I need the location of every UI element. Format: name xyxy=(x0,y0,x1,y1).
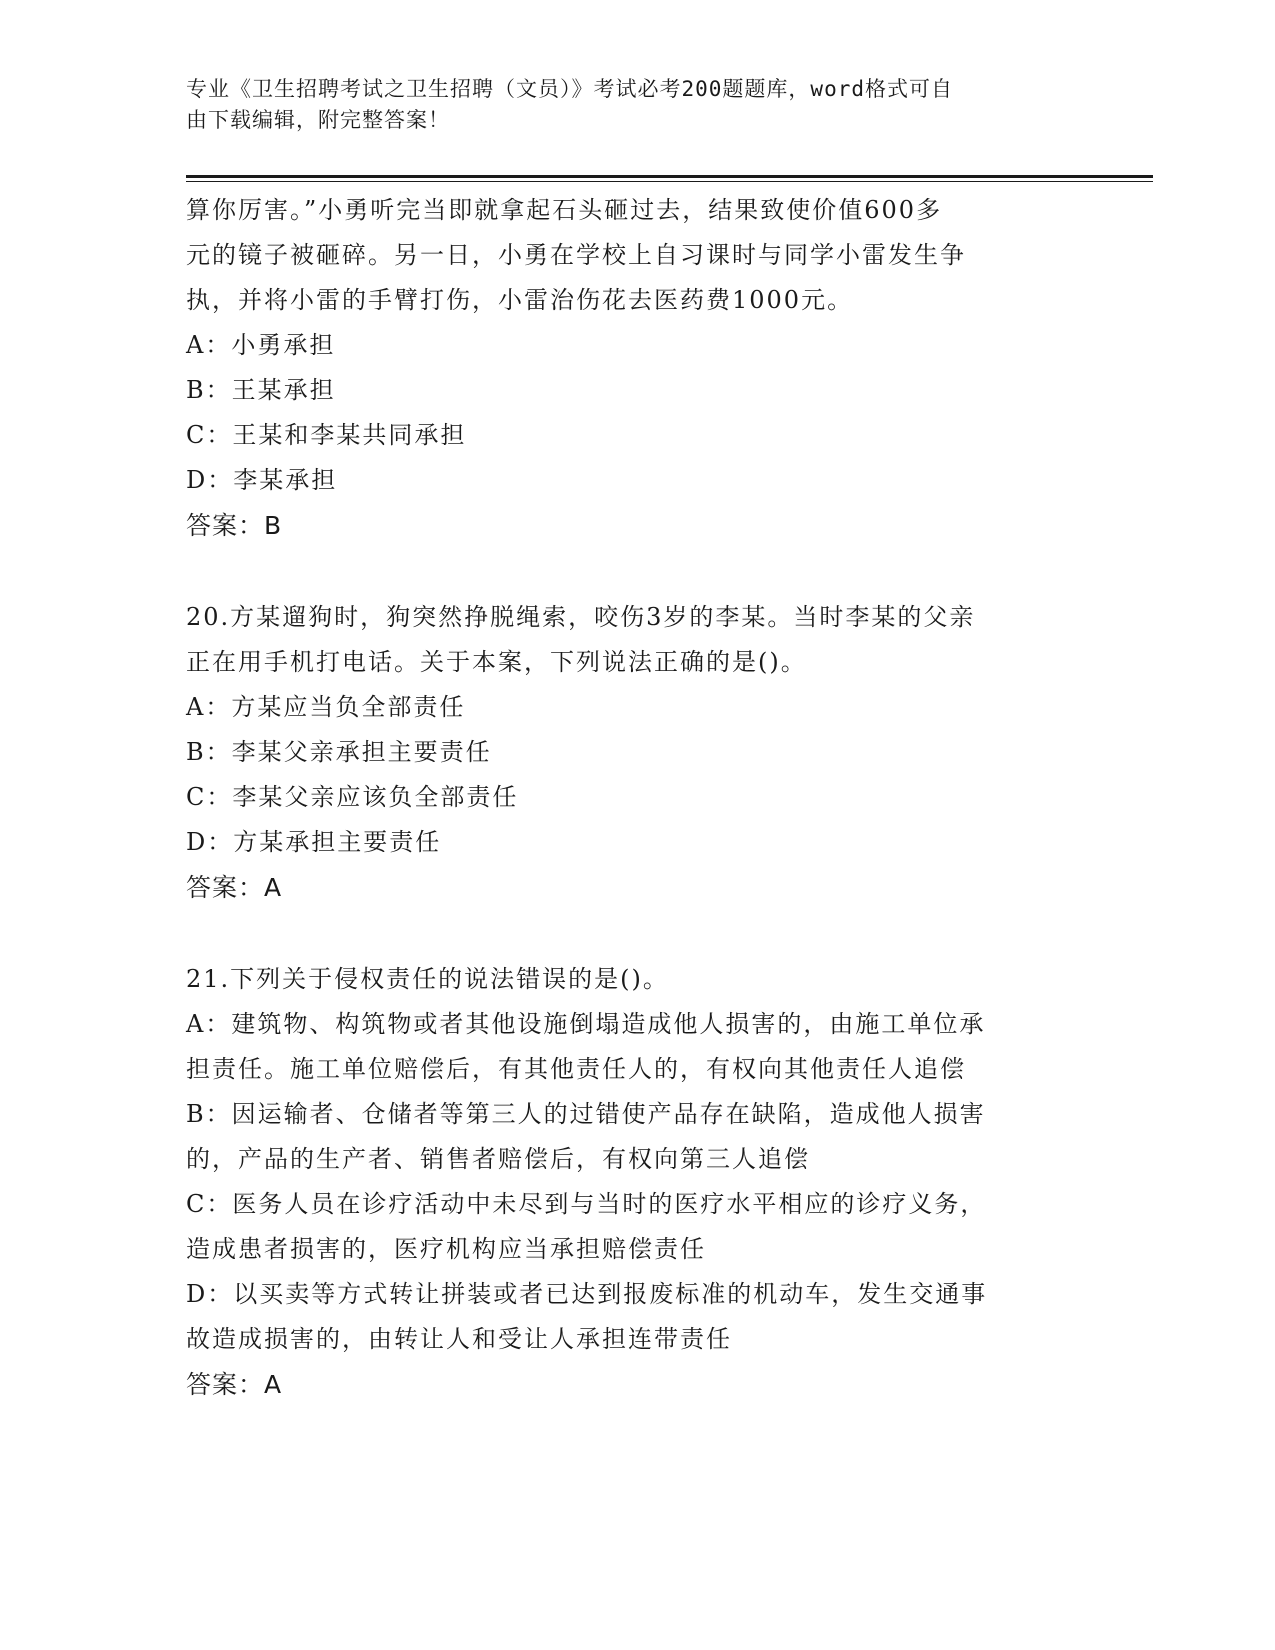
answer-line: 答案：B xyxy=(186,511,283,540)
option-d: D：以买卖等方式转让拼装或者已达到报废标准的机动车，发生交通事 xyxy=(186,1280,988,1308)
header-line: 专业《卫生招聘考试之卫生招聘（文员）》考试必考200题题库，word格式可自 xyxy=(186,77,953,101)
option-a: A：小勇承担 xyxy=(186,331,336,359)
option-c: C：王某和李某共同承担 xyxy=(186,421,467,449)
option-c-continued: 造成患者损害的，医疗机构应当承担赔偿责任 xyxy=(186,1235,706,1263)
option-d: D：李某承担 xyxy=(186,466,338,494)
header-line: 由下载编辑，附完整答案！ xyxy=(186,108,450,132)
answer-line: 答案：A xyxy=(186,1370,283,1399)
question-text-line: 算你厉害。”小勇听完当即就拿起石头砸过去，结果致使价值600多 xyxy=(186,196,943,224)
answer-line: 答案：A xyxy=(186,873,283,902)
page-header xyxy=(186,74,1066,136)
question-21 xyxy=(186,957,1086,1407)
option-b-continued: 的，产品的生产者、销售者赔偿后，有权向第三人追偿 xyxy=(186,1145,810,1173)
option-b: B：王某承担 xyxy=(186,376,336,404)
question-text-line: 执，并将小雷的手臂打伤，小雷治伤花去医药费1000元。 xyxy=(186,286,854,314)
option-b: B：李某父亲承担主要责任 xyxy=(186,738,492,766)
question-text-line: 正在用手机打电话。关于本案，下列说法正确的是()。 xyxy=(186,648,807,676)
option-c: C：医务人员在诊疗活动中未尽到与当时的医疗水平相应的诊疗义务， xyxy=(186,1190,987,1218)
question-text-line: 21.下列关于侵权责任的说法错误的是()。 xyxy=(186,965,669,993)
option-a-continued: 担责任。施工单位赔偿后，有其他责任人的，有权向其他责任人追偿 xyxy=(186,1055,966,1083)
question-20 xyxy=(186,595,1086,910)
question-19-continuation xyxy=(186,188,1086,548)
question-spacer xyxy=(186,910,1086,957)
question-spacer xyxy=(186,548,1086,595)
option-d-continued: 故造成损害的，由转让人和受让人承担连带责任 xyxy=(186,1325,732,1353)
option-a: A：方某应当负全部责任 xyxy=(186,693,466,721)
option-d: D：方某承担主要责任 xyxy=(186,828,442,856)
option-c: C：李某父亲应该负全部责任 xyxy=(186,783,519,811)
question-text-line: 20.方某遛狗时，狗突然挣脱绳索，咬伤3岁的李某。当时李某的父亲 xyxy=(186,603,976,631)
option-a: A：建筑物、构筑物或者其他设施倒塌造成他人损害的，由施工单位承 xyxy=(186,1010,986,1038)
question-content xyxy=(186,188,1086,1407)
header-rule-thin xyxy=(186,181,1153,182)
header-rule-thick xyxy=(186,175,1153,178)
option-b: B：因运输者、仓储者等第三人的过错使产品存在缺陷，造成他人损害 xyxy=(186,1100,986,1128)
question-text-line: 元的镜子被砸碎。另一日，小勇在学校上自习课时与同学小雷发生争 xyxy=(186,241,966,269)
